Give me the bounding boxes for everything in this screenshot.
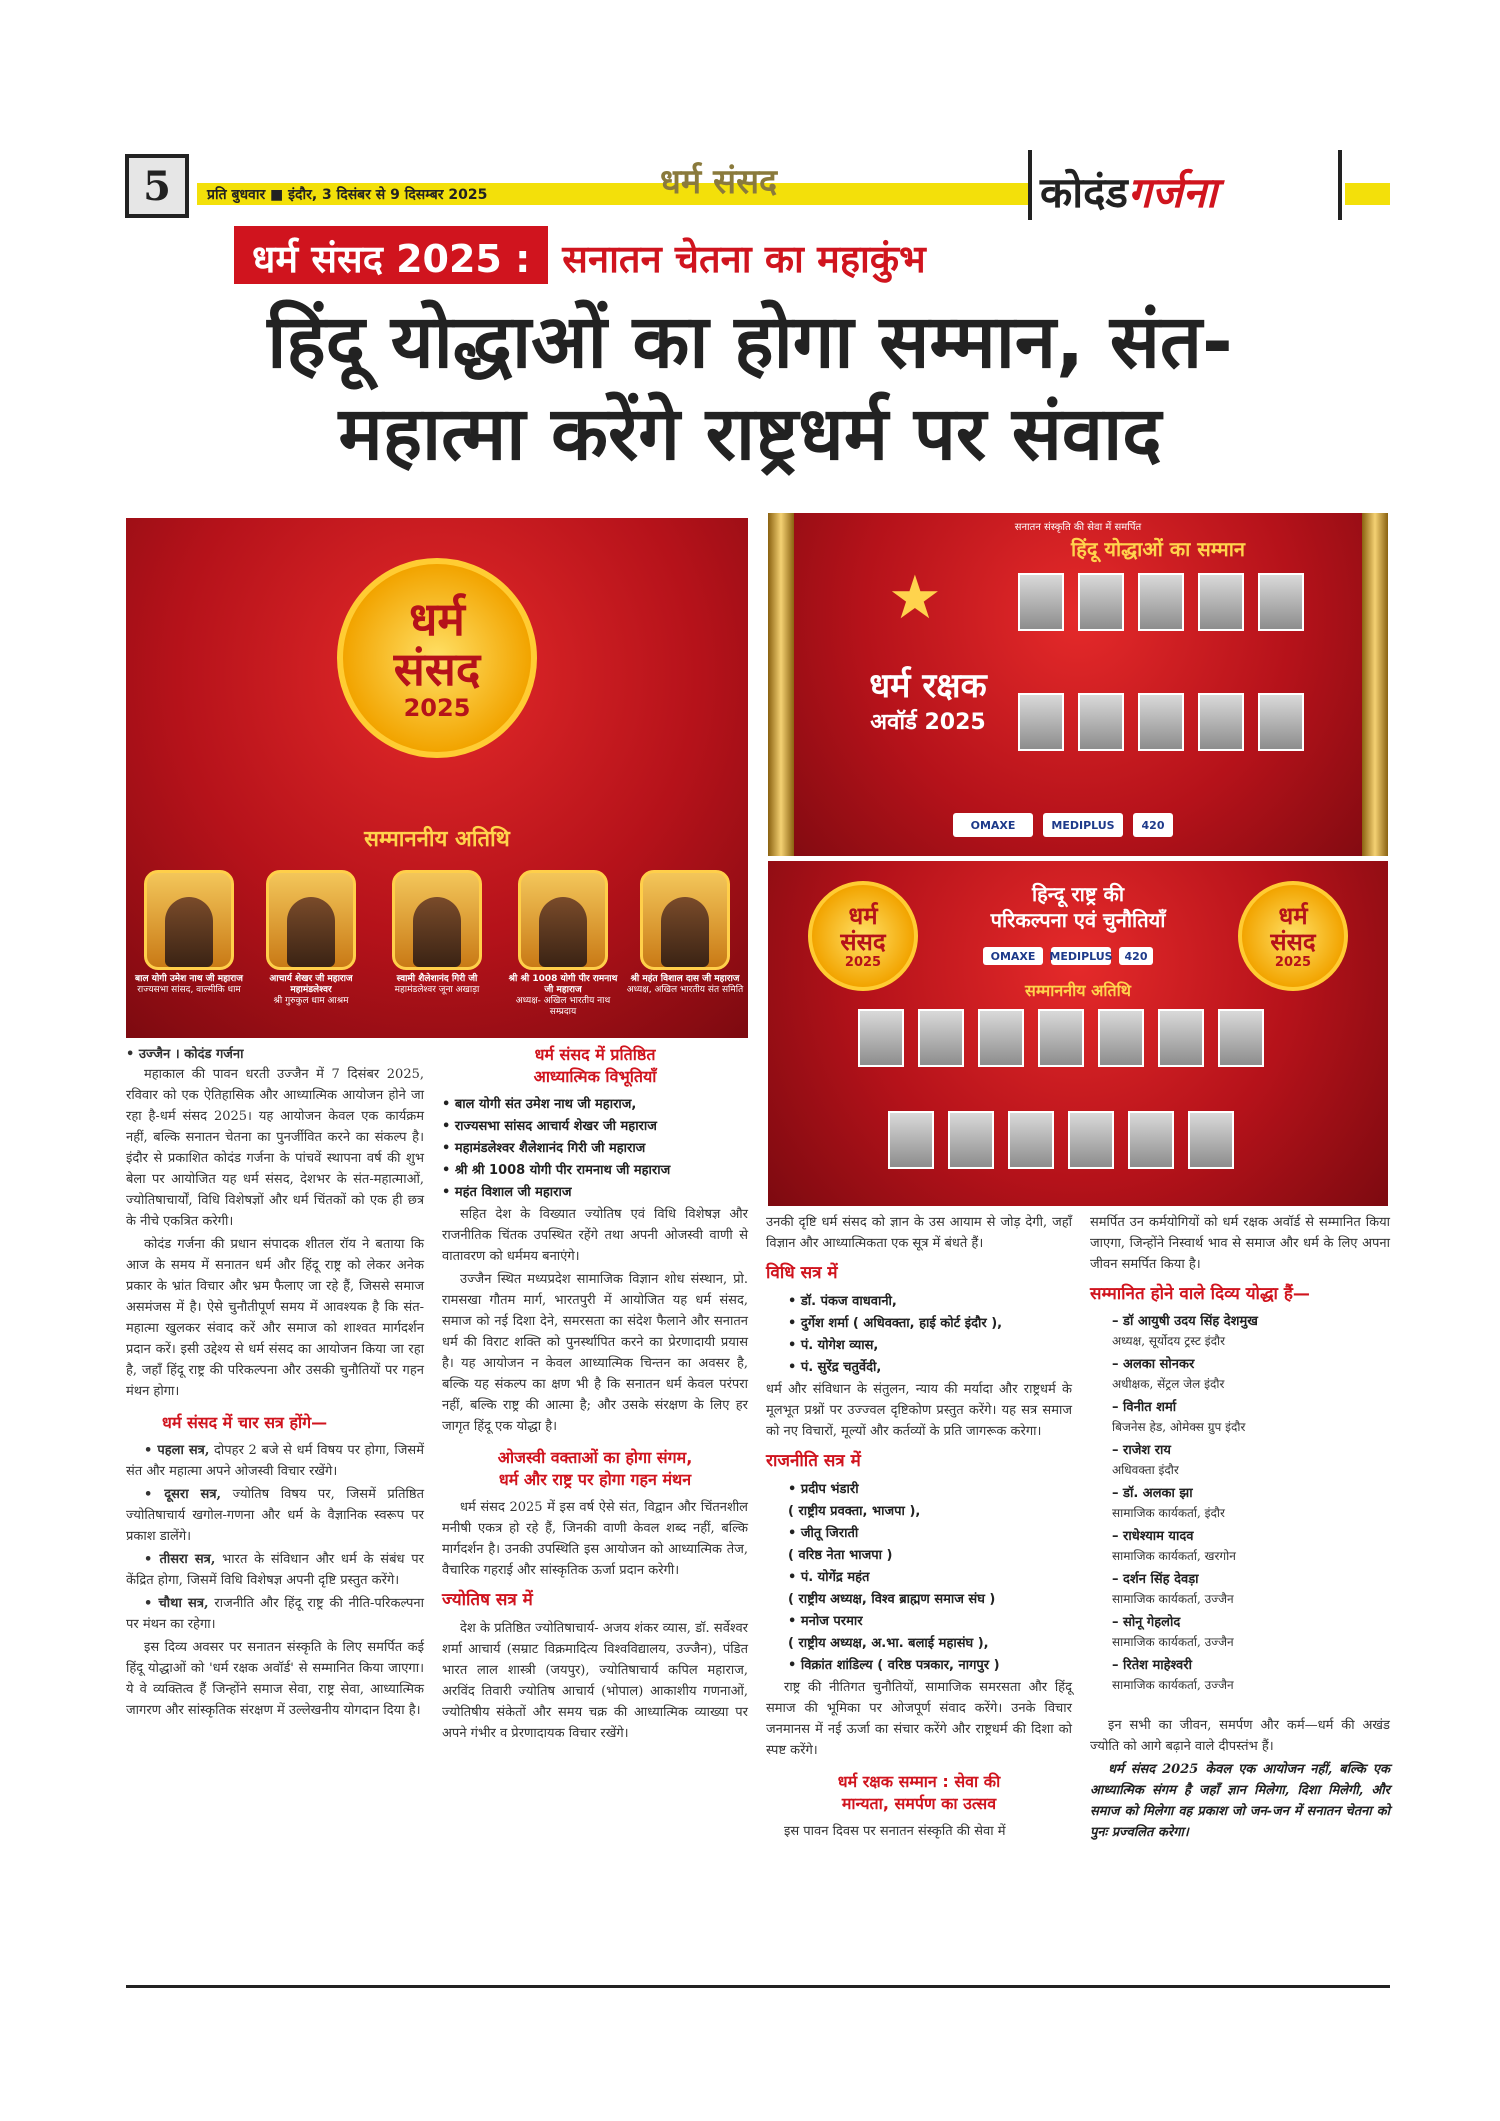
law-session-heading: विधि सत्र में [766, 1263, 838, 1283]
honoree-desc: सामाजिक कार्यकर्ता, इंदौर [1112, 1506, 1225, 1520]
session-label: • दूसरा सत्र, [144, 1487, 222, 1502]
guest-photo [1068, 1111, 1114, 1169]
issue-bar-end [1345, 183, 1390, 205]
hindu-rashtra-poster [768, 861, 1388, 1206]
dignitary-item: • श्री श्री 1008 योगी पीर रामनाथ जी महाराज [442, 1163, 671, 1178]
law-speaker-list [766, 1291, 1072, 1379]
honoree-name: – डॉ. अलका झा [1112, 1486, 1193, 1501]
article-column-4 [1090, 1212, 1390, 1845]
bottom-rule [126, 1985, 1390, 1988]
banner-left: धर्म संसद 2025 : [234, 226, 548, 284]
honoree-photo [1018, 573, 1064, 631]
emblem-year: 2025 [844, 954, 882, 970]
guest-name: श्री महंत विशाल दास जी महाराज [630, 974, 740, 984]
sponsor-logo: OMAXE [983, 947, 1043, 965]
poster-title [928, 881, 1228, 933]
session-label: • चौथा सत्र, [144, 1596, 209, 1611]
emblem-line1: धर्म [848, 901, 878, 930]
dignitary-item: • बाल योगी संत उमेश नाथ जी महाराज, [442, 1097, 637, 1112]
speaker-item: • विक्रांत शांडिल्य ( वरिष्ठ पत्रकार, नागपुर ) [788, 1658, 1000, 1673]
dateline: • उज्जैन । कोदंड गर्जना [126, 1047, 244, 1062]
guest-photo [1038, 1009, 1084, 1067]
honoree-photo [1258, 693, 1304, 751]
honoree-photo [1198, 573, 1244, 631]
dharm-sansad-emblem [1238, 881, 1348, 991]
paragraph: धर्म और संविधान के संतुलन, न्याय की मर्यादा और राष्ट्रधर्म के मूलभूत प्रश्नों पर उज्ज्वल दृष्टिकोण प्रस्तुत करेंगे। यह सत्र समाज को नए विचारों, मूल्यों और कर्तव्यों के प्रति जागरूक करेगा। [766, 1382, 1072, 1439]
guest-name: श्री श्री 1008 योगी पीर रामनाथ जी महाराज [508, 974, 618, 995]
honoree-name: – राजेश राय [1112, 1443, 1171, 1458]
honoree-desc: सामाजिक कार्यकर्ता, उज्जैन [1112, 1592, 1234, 1606]
headline [120, 296, 1380, 480]
speaker-item: • मनोज परमार [788, 1614, 863, 1629]
honoree-photo [1078, 573, 1124, 631]
guest-name: आचार्य शेखर जी महाराज महामंडलेश्वर [269, 974, 353, 995]
guest-photo [144, 870, 234, 970]
emblem-line2: संसद [840, 927, 886, 956]
poster-title-line2: परिकल्पना एवं चुनौतियाँ [990, 908, 1166, 932]
speakers-heading [442, 1447, 748, 1491]
paragraph: धर्म संसद 2025 में इस वर्ष ऐसे संत, विद्वान और चिंतनशील मनीषी एकत्र हो रहे हैं, जिनकी वाणी केवल शब्द नहीं, बल्कि मार्गदर्शन है। उनकी उपस्थिति इस आयोजन को आध्यात्मिक तेज, वैचारिक गहराई और सांस्कृतिक ऊर्जा प्रदान करेगी। [442, 1500, 748, 1578]
paragraph: महाकाल की पावन धरती उज्जैन में 7 दिसंबर 2025, रविवार को एक ऐतिहासिक और आध्यात्मिक आयोजन होने जा रहा है-धर्म संसद 2025। यह आयोजन केवल एक कार्यक्रम नहीं, बल्कि सनातन चेतना का पुनर्जीवित करने का संकल्प है। इंदौर से प्रकाशित कोदंड गर्जना के पांचवें स्थापना वर्ष की शुभ बेला पर आयोजित यह धर्म संसद, देशभर के संत-महात्माओं, ज्योतिषाचार्यों, विधि विशेषज्ञों और धर्म चिंतकों को एक ही छत्र के नीचे एकत्रित करेगी। [126, 1067, 424, 1229]
pillar [1362, 513, 1388, 856]
heading-line: धर्म और राष्ट्र पर होगा गहन मंथन [498, 1470, 692, 1489]
emblem-line2: संसद [393, 642, 481, 696]
honoree-name: – विनीत शर्मा [1112, 1400, 1177, 1415]
honoree-photo [1138, 693, 1184, 751]
speaker-item: • प्रदीप भंडारी [788, 1482, 859, 1497]
speaker-item: • पं. योगेंद्र महंत [788, 1570, 870, 1585]
session-text: राजनीति और हिंदू राष्ट्र की नीति-परिकल्पना पर मंथन का रहेगा। [126, 1596, 424, 1632]
guest-photo [640, 870, 730, 970]
honoree-name: – दर्शन सिंह देवड़ा [1112, 1572, 1199, 1587]
section-title: धर्म संसद [660, 162, 778, 202]
heading-line: ओजस्वी वक्ताओं का होगा संगम, [497, 1448, 693, 1467]
guest-photo [1188, 1111, 1234, 1169]
honoree-name: – अलका सोनकर [1112, 1357, 1195, 1372]
paragraph: देश के प्रतिष्ठित ज्योतिषाचार्य- अजय शंकर व्यास, डॉ. सर्वेश्वर शर्मा आचार्य (सम्राट विक्रमादित्य विश्वविद्यालय, उज्जैन), पंडित भारत लाल शास्त्री (जयपुर), ज्योतिषाचार्य कपिल महाराज, अरविंद तिवारी ज्योतिष आचार्य (भोपाल) आकाशीय गणनाओं, ज्योतिषीय संकेतों और समय चक्र की आध्यात्मिक व्याख्या पर अपने गंभीर व प्रेरणादायक विचार रखेंगे। [442, 1621, 748, 1741]
speaker-item: • पं. योगेश व्यास, [788, 1338, 879, 1353]
speaker-item: ( राष्ट्रीय अध्यक्ष, अ.भा. बलाई महासंघ ), [788, 1636, 989, 1651]
honoree-photo [1258, 573, 1304, 631]
honoree-name: – राधेश्याम यादव [1112, 1529, 1194, 1544]
session-item [126, 1549, 424, 1591]
honorees-heading: सम्मानित होने वाले दिव्य योद्धा हैं— [1090, 1284, 1310, 1304]
honoree-desc: सामाजिक कार्यकर्ता, खरगोन [1112, 1549, 1236, 1563]
sessions-heading: धर्म संसद में चार सत्र होंगे— [162, 1413, 328, 1432]
award-title: हिंदू योद्धाओं का सम्मान [1071, 537, 1245, 561]
paragraph: इस दिव्य अवसर पर सनातन संस्कृति के लिए समर्पित कई हिंदू योद्धाओं को 'धर्म रक्षक अवॉर्ड' से सम्मानित किया जाएगा। ये वे व्यक्तित्व हैं जिन्होंने समाज सेवा, राष्ट्र सेवा, आध्यात्मिक जागरण और सांस्कृतिक संरक्षण में उल्लेखनीय योगदान दिया है। [126, 1640, 424, 1718]
paragraph: उनकी दृष्टि धर्म संसद को ज्ञान के उस आयाम से जोड़ देगी, जहाँ विज्ञान और आध्यात्मिकता एक सूत्र में बंधते हैं। [766, 1215, 1072, 1251]
pillar [768, 513, 794, 856]
speaker-item: • जीतू जिराती [788, 1526, 859, 1541]
speaker-item: ( राष्ट्रीय अध्यक्ष, विश्व ब्राह्मण समाज संघ ) [788, 1592, 996, 1607]
heading-line: धर्म संसद में प्रतिष्ठित [534, 1045, 656, 1064]
session-item [126, 1484, 424, 1547]
guest-card [626, 870, 744, 996]
dharm-sansad-emblem [337, 558, 537, 758]
speaker-item: ( राष्ट्रीय प्रवक्ता, भाजपा ), [788, 1504, 921, 1519]
award-line1: धर्म रक्षक [869, 666, 987, 706]
banner [234, 226, 940, 284]
banner-right: सनातन चेतना का महाकुंभ [562, 237, 926, 281]
dignitary-item: • महामंडलेश्वर शैलेशानंद गिरी जी महाराज [442, 1141, 646, 1156]
headline-line2: महात्मा करेंगे राष्ट्रधर्म पर संवाद [338, 391, 1162, 477]
guests-ribbon: सम्माननीय अतिथि [1025, 981, 1131, 1000]
headline-line1: हिंदू योद्धाओं का होगा सम्मान, संत- [267, 299, 1233, 385]
honoree-desc: अधिवक्ता इंदौर [1112, 1463, 1179, 1477]
paragraph: कोदंड गर्जना की प्रधान संपादक शीतल रॉय ने बताया कि आज के समय में सनातन धर्म और हिंदू राष्ट्र को लेकर अनेक प्रकार के भ्रांत विचार और भ्रम फैलाए जा रहे हैं, जिससे समाज असमंजस में है। ऐसे चुनौतीपूर्ण समय में आवश्यक है कि संत-महात्मा खुलकर संवाद करें और समाज को शाश्वत मार्गदर्शन प्रदान करें। इसी उद्देश्य से धर्म संसद का आयोजन किया जा रहा है, जहाँ हिंदू राष्ट्र की परिकल्पना और उसकी चुनौतियों पर गहन मंथन होगा। [126, 1237, 424, 1399]
guests-ribbon: सम्माननीय अतिथि [364, 827, 510, 852]
star-trophy-icon: ★ [888, 563, 942, 633]
dharm-sansad-poster [126, 518, 748, 1038]
politics-session-heading: राजनीति सत्र में [766, 1451, 861, 1471]
honoree-desc: सामाजिक कार्यकर्ता, उज्जैन [1112, 1635, 1234, 1649]
honoree-name: – सोनू गेहलोद [1112, 1615, 1181, 1630]
sponsor-logo: 420 [1119, 947, 1153, 965]
session-text: दोपहर 2 बजे से धर्म विषय पर होगा, जिसमें संत और महात्मा अपने ओजस्वी विचार रखेंगे। [126, 1443, 424, 1479]
article-column-1 [126, 1044, 424, 1723]
guest-photo [1008, 1111, 1054, 1169]
dharm-sansad-emblem [808, 881, 918, 991]
guest-photo [518, 870, 608, 970]
politics-speaker-list [766, 1479, 1072, 1677]
guest-desc: श्री गुरुकुल धाम आश्रम [273, 996, 349, 1006]
guest-desc: महामंडलेश्वर जूना अखाड़ा [394, 985, 480, 995]
heading-line: आध्यात्मिक विभूतियाँ [533, 1067, 657, 1086]
guest-photo [1098, 1009, 1144, 1067]
emblem-line1: धर्म [409, 592, 465, 646]
emblem-year: 2025 [403, 694, 471, 722]
sponsor-logo: MEDIPLUS [1043, 813, 1123, 837]
issue-bar [197, 183, 1032, 205]
honoree-desc: सामाजिक कार्यकर्ता, उज्जैन [1112, 1678, 1234, 1692]
guest-name: स्वामी शैलेशानंद गिरी जी [396, 974, 478, 984]
article-column-2 [442, 1044, 748, 1746]
session-label: • तीसरा सत्र, [144, 1552, 216, 1567]
dignitary-item: • राज्यसभा सांसद आचार्य शेखर जी महाराज [442, 1119, 657, 1134]
issue-line: प्रति बुधवार ■ इंदौर, 3 दिसंबर से 9 दिसम्बर 2025 [207, 186, 488, 203]
honoree-list [1090, 1312, 1390, 1695]
honoree-desc: अधीक्षक, सेंट्रल जेल इंदौर [1112, 1377, 1225, 1391]
guest-card [504, 870, 622, 1018]
guest-photo [978, 1009, 1024, 1067]
session-item [126, 1593, 424, 1635]
speaker-item: ( वरिष्ठ नेता भाजपा ) [788, 1548, 893, 1563]
honoree-photo [1018, 693, 1064, 751]
astrology-heading: ज्योतिष सत्र में [442, 1590, 533, 1610]
paragraph: उज्जैन स्थित मध्यप्रदेश सामाजिक विज्ञान शोध संस्थान, प्रो. रामसखा गौतम मार्ग, भारतपुरी में आयोजित यह धर्म संसद, समाज को नई दिशा देने, समरसता का संदेश फैलाने और सनातन धर्म की विराट शक्ति को पुनर्स्थापित करने का प्रेरणादायी प्रयास है। यह आयोजन न केवल आध्यात्मिक चिन्तन का अवसर है, बल्कि यह संकल्प का क्षण भी है कि सनातन धर्म केवल परंपरा नहीं, बल्कि राष्ट्र की आत्मा है; और उसके संरक्षण के लिए हर जागृत हिंदू एक योद्धा है। [442, 1272, 748, 1434]
paragraph: सहित देश के विख्यात ज्योतिष एवं विधि विशेषज्ञ और राजनीतिक चिंतक उपस्थित रहेंगे तथा अपनी ओजस्वी वाणी से वातावरण को धर्ममय बनाएंगे। [442, 1207, 748, 1264]
honoree-name: – रितेश माहेश्वरी [1112, 1658, 1192, 1673]
guest-photo [918, 1009, 964, 1067]
dharm-rakshak-award-poster [768, 513, 1388, 856]
guest-name: बाल योगी उमेश नाथ जी महाराज [135, 974, 243, 984]
guest-photo [948, 1111, 994, 1169]
guest-card [130, 870, 248, 996]
session-text: भारत के संविधान और धर्म के संबंध पर केंद्रित होगा, जिसमें विधि विशेषज्ञ अपनी दृष्टि प्रस्तुत करेंगे। [126, 1552, 424, 1588]
speaker-item: • डॉ. पंकज वाधवानी, [788, 1294, 897, 1309]
honoree-photo [1138, 573, 1184, 631]
emblem-line2: संसद [1270, 927, 1316, 956]
closing-paragraph: धर्म संसद 2025 केवल एक आयोजन नहीं, बल्कि एक आध्यात्मिक संगम है जहाँ ज्ञान मिलेगा, दिशा मिलेगी, और समाज को मिलेगा वह प्रकाश जो जन-जन में सनातन चेतना को पुनः प्रज्वलित करेगा। [1090, 1762, 1390, 1840]
session-text: ज्योतिष विषय पर, जिसमें प्रतिष्ठित ज्योतिषाचार्य खगोल-गणना और धर्म के वैज्ञानिक स्वरूप पर प्रकाश डालेंगे। [126, 1487, 424, 1544]
honoree-photo [1078, 693, 1124, 751]
session-item [126, 1440, 424, 1482]
guest-desc: राज्यसभा सांसद, वाल्मीकि धाम [137, 985, 241, 995]
paragraph: राष्ट्र की नीतिगत चुनौतियों, सामाजिक समरसता और हिंदू समाज की भूमिका पर ओजपूर्ण संवाद करेंगे। उनके विचार जनमानस में नई ऊर्जा का संचार करेंगे और राष्ट्रधर्म की दिशा को स्पष्ट करेंगे। [766, 1680, 1072, 1758]
paragraph: इन सभी का जीवन, समर्पण और कर्म—धर्म की अखंड ज्योति को आगे बढ़ाने वाले दीपस्तंभ हैं। [1090, 1718, 1390, 1754]
guest-photo [392, 870, 482, 970]
logo-part2: गर्जना [1127, 168, 1217, 217]
logo-part1: कोदंड [1040, 168, 1128, 217]
guest-photo [266, 870, 356, 970]
sponsor-logo: MEDIPLUS [1051, 947, 1111, 965]
session-label: • पहला सत्र, [144, 1443, 210, 1458]
emblem-line1: धर्म [1278, 901, 1308, 930]
guest-desc: अध्यक्ष, अखिल भारतीय संत समिति [626, 985, 744, 995]
poster-title-line1: हिन्दू राष्ट्र की [1031, 882, 1125, 906]
dignitaries-heading [442, 1044, 748, 1088]
honoree-desc: अध्यक्ष, सूर्योदय ट्रस्ट इंदौर [1112, 1334, 1226, 1348]
heading-line: धर्म रक्षक सम्मान : सेवा की [837, 1772, 1001, 1791]
sponsor-logo: 420 [1133, 813, 1173, 837]
guest-photo [1128, 1111, 1174, 1169]
newspaper-logo [1040, 163, 1217, 220]
paragraph: इस पावन दिवस पर सनातन संस्कृति की सेवा में [784, 1824, 1006, 1839]
guest-desc: अध्यक्ष- अखिल भारतीय नाथ सम्प्रदाय [515, 996, 611, 1017]
honoree-name: – डॉ आयुषी उदय सिंह देशमुख [1112, 1314, 1258, 1329]
paragraph: समर्पित उन कर्मयोगियों को धर्म रक्षक अवॉर्ड से सम्मानित किया जाएगा, जिन्होंने निस्वार्थ भाव से समाज और धर्म के लिए अपना जीवन समर्पित किया है। [1090, 1215, 1390, 1272]
speaker-item: • पं. सुरेंद्र चतुर्वेदी, [788, 1360, 882, 1375]
guest-photo [1158, 1009, 1204, 1067]
guest-photo [1218, 1009, 1264, 1067]
guest-card [378, 870, 496, 996]
guest-photo [888, 1111, 934, 1169]
dignitary-item: • महंत विशाल जी महाराज [442, 1185, 572, 1200]
award-line2: अवॉर्ड 2025 [870, 710, 986, 735]
speaker-item: • दुर्गेश शर्मा ( अधिवक्ता, हाई कोर्ट इंदौर ), [788, 1316, 1003, 1331]
honoree-desc: बिजनेस हेड, ओमेक्स ग्रुप इंदौर [1112, 1420, 1246, 1434]
sponsor-logo: OMAXE [953, 813, 1033, 837]
guest-photo [858, 1009, 904, 1067]
award-heading [766, 1771, 1072, 1815]
guest-card [252, 870, 370, 1007]
divider [1028, 150, 1032, 220]
article-column-3 [766, 1212, 1072, 1844]
emblem-year: 2025 [1274, 954, 1312, 970]
honoree-photo [1198, 693, 1244, 751]
page-number: 5 [125, 154, 189, 218]
heading-line: मान्यता, समर्पण का उत्सव [841, 1794, 997, 1813]
divider [1338, 150, 1342, 220]
award-top-caption: सनातन संस्कृति की सेवा में समर्पित [1014, 522, 1142, 533]
